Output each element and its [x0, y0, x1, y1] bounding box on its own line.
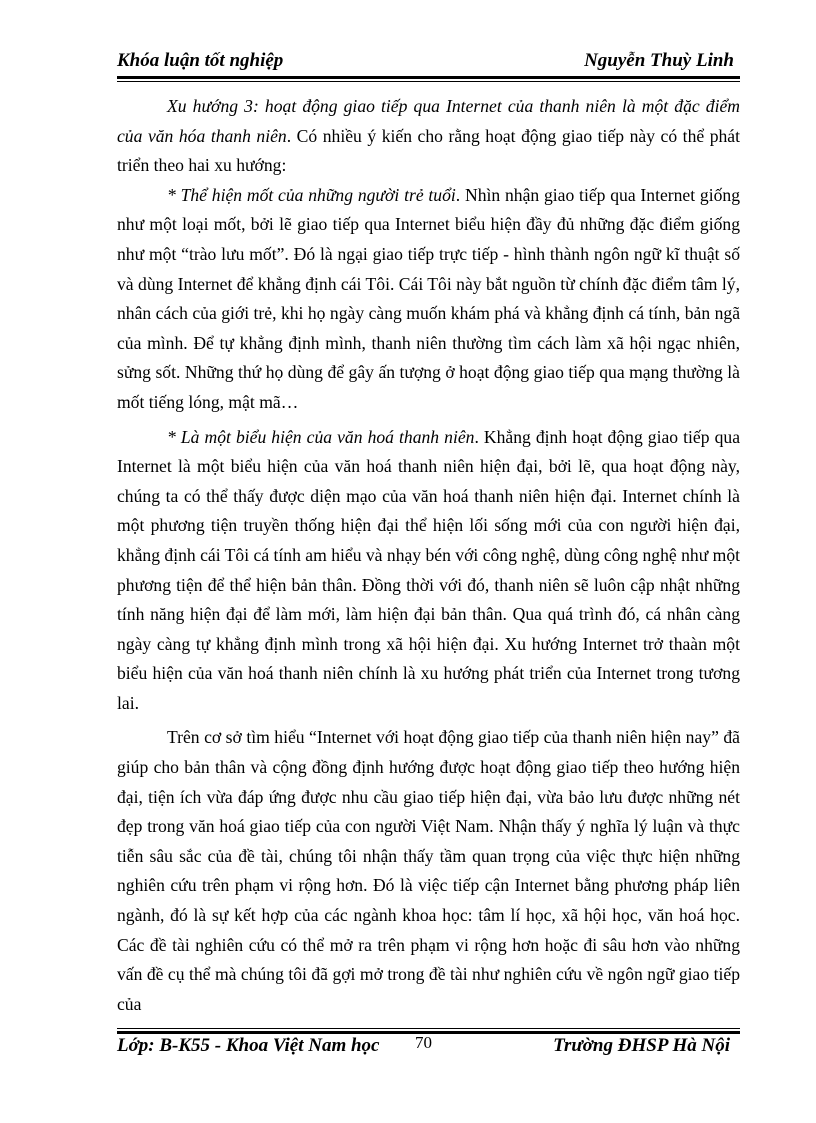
footer-class-info: Lớp: B-K55 - Khoa Việt Nam học: [117, 1035, 380, 1056]
header-author-name: Nguyễn Thuỳ Linh: [584, 50, 734, 71]
paragraph-fashion: [117, 181, 740, 418]
page-header: [117, 46, 740, 76]
paragraph-trend-3: [117, 92, 740, 181]
paragraph-trend-3-lead: Xu hướng 3: hoạt động giao tiếp qua Internet của thanh niên là một đặc điểm của văn hóa thanh niên: [117, 96, 740, 146]
paragraph-youth-culture: [117, 423, 740, 719]
footer-university: Trường ĐHSP Hà Nội: [553, 1035, 730, 1056]
paragraph-youth-culture-lead: * Là một biểu hiện của văn hoá thanh niên: [167, 426, 475, 447]
page-number: 70: [415, 1033, 432, 1052]
page-footer: [117, 1033, 740, 1063]
page-body: [117, 92, 740, 1019]
paragraph-youth-culture-text: . Khẳng định hoạt động giao tiếp qua Internet là một biểu hiện của văn hoá thanh niên hiện đại, bởi lẽ, qua hoạt động này, chúng ta có thể thấy được diện mạo của văn hoá thanh niên hiện đại. Internet chính là một phương tiện truyền thống hiện đại thể hiện lối sống mới của con người hiện đại, khẳng định cái Tôi cá tính am hiểu và nhạy bén với công nghệ, dùng công nghệ như một phương tiện để thể hiện bản thân. Đồng thời với đó, thanh niên sẽ luôn cập nhật những tính năng hiện đại để làm mới, làm hiện đại bản thân. Qua quá trình đó, cá nhân càng ngày càng tự khẳng định mình trong xã hội hiện đại. Xu hướng Internet trở thaàn một biểu hiện của văn hoá thanh niên chính là xu hướng phát triển của Internet trong tương lai.: [117, 426, 740, 713]
paragraph-conclusion: Trên cơ sở tìm hiểu “Internet với hoạt động giao tiếp của thanh niên hiện nay” đã giúp cho bản thân và cộng đồng định hướng được hoạt động giao tiếp theo hướng hiện đại, tiện ích vừa đáp ứng được nhu cầu giao tiếp hiện đại, vừa bảo lưu được những nét đẹp trong văn hoá giao tiếp của con người Việt Nam. Nhận thấy ý nghĩa lý luận và thực tiễn sâu sắc của đề tài, chúng tôi nhận thấy tầm quan trọng của việc thực hiện những nghiên cứu trên phạm vi rộng hơn. Đó là việc tiếp cận Internet bằng phương pháp liên ngành, đó là sự kết hợp của các ngành khoa học: tâm lí học, xã hội học, văn hoá học. Các đề tài nghiên cứu có thể mở ra trên phạm vi rộng hơn hoặc đi sâu hơn vào những vấn đề cụ thể mà chúng tôi đã gợi mở trong đề tài như nghiên cứu về ngôn ngữ giao tiếp của: [117, 727, 740, 1014]
header-thesis-title: Khóa luận tốt nghiệp: [117, 50, 284, 71]
header-divider: [117, 76, 740, 82]
paragraph-fashion-lead: * Thể hiện mốt của những người trẻ tuổi: [167, 184, 456, 205]
paragraph-trend-3-text: . Có nhiều ý kiến cho rằng hoạt động giao tiếp này có thể phát triển theo hai xu hướng:: [117, 125, 741, 176]
paragraph-fashion-text: . Nhìn nhận giao tiếp qua Internet giống như một loại mốt, bởi lẽ giao tiếp qua Internet biểu hiện đầy đủ những đặc điểm giống như một “trào lưu mốt”. Đó là ngại giao tiếp trực tiếp - hình thành ngôn ngữ kĩ thuật số và dùng Internet để khẳng định cái Tôi. Cái Tôi này bắt nguồn từ chính đặc điểm tâm lý, nhân cách của giới trẻ, khi họ ngày càng muốn khám phá và khẳng định cá tính, bản ngã của mình. Để tự khẳng định mình, thanh niên thường tìm cách làm xã hội ngạc nhiên, sửng sốt. Những thứ họ dùng để gây ấn tượng ở hoạt động giao tiếp qua mạng thường là mốt tiếng lóng, mật mã…: [117, 184, 740, 412]
